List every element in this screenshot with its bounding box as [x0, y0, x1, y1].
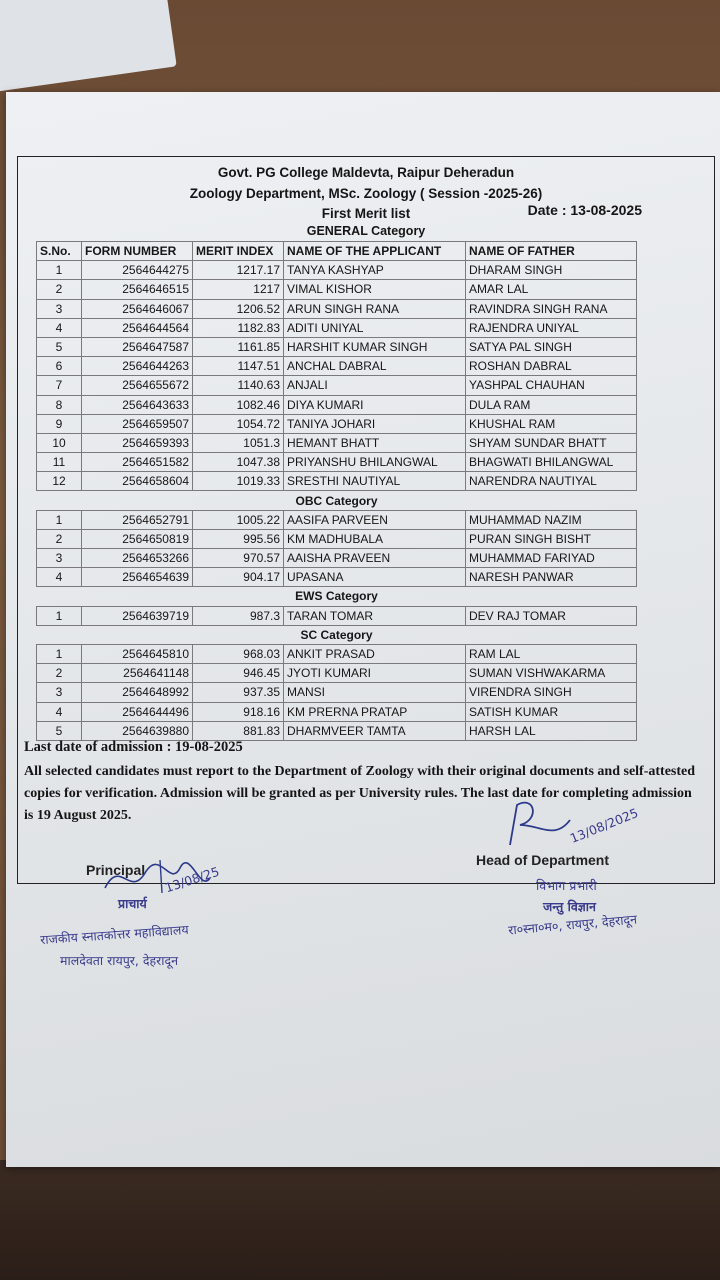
merit-list-document — [17, 156, 715, 884]
cell-form-number: 2564641148 — [82, 664, 193, 683]
cell-merit-index: 1054.72 — [193, 414, 284, 433]
hod-label: Head of Department — [476, 852, 610, 868]
cell-father-name: RAJENDRA UNIYAL — [466, 318, 637, 337]
cell-merit-index: 1082.46 — [193, 395, 284, 414]
cell-applicant-name: VIMAL KISHOR — [284, 280, 466, 299]
cell-applicant-name: TARAN TOMAR — [284, 606, 466, 625]
cell-father-name: SATYA PAL SINGH — [466, 337, 637, 356]
cell-applicant-name: DHARMVEER TAMTA — [284, 721, 466, 740]
principal-stamp-line1: प्राचार्य — [118, 896, 147, 911]
hod-stamp-line1: विभाग प्रभारी — [536, 878, 597, 893]
department-title: Zoology Department, MSc. Zoology ( Session -2025-26) — [189, 186, 543, 201]
cell-merit-index: 1147.51 — [193, 357, 284, 376]
cell-form-number: 2564643633 — [82, 395, 193, 414]
category-row-obc — [37, 491, 637, 510]
col-form-number: FORM NUMBER — [82, 242, 193, 261]
college-name: Govt. PG College Maldevta, Raipur Deheradun — [217, 165, 515, 180]
table-header-row — [37, 242, 637, 261]
principal-label: Principal — [86, 862, 146, 878]
cell-form-number: 2564659507 — [82, 414, 193, 433]
cell-form-number: 2564639880 — [82, 721, 193, 740]
cell-sno: 1 — [37, 606, 82, 625]
cell-form-number: 2564645810 — [82, 644, 193, 663]
category-general-heading: GENERAL Category — [306, 224, 426, 238]
cell-applicant-name: AASIFA PARVEEN — [284, 510, 466, 529]
cell-sno: 5 — [37, 721, 82, 740]
table-row — [37, 299, 637, 318]
table-row — [37, 702, 637, 721]
cell-father-name: DHARAM SINGH — [466, 261, 637, 280]
table-row — [37, 529, 637, 548]
cell-form-number: 2564658604 — [82, 472, 193, 491]
table-row — [37, 337, 637, 356]
cell-merit-index: 904.17 — [193, 568, 284, 587]
table-row — [37, 721, 637, 740]
cell-sno: 7 — [37, 376, 82, 395]
cell-form-number: 2564650819 — [82, 529, 193, 548]
principal-signature-date: 13/08/25 — [163, 863, 222, 896]
table-row — [37, 644, 637, 663]
cell-sno: 4 — [37, 568, 82, 587]
table-row — [37, 376, 637, 395]
table-row — [37, 453, 637, 472]
cell-applicant-name: HEMANT BHATT — [284, 433, 466, 452]
category-row-sc — [37, 625, 637, 644]
cell-father-name: MUHAMMAD NAZIM — [466, 510, 637, 529]
category-row-ews — [37, 587, 637, 606]
cell-sno: 2 — [37, 280, 82, 299]
cell-sno: 8 — [37, 395, 82, 414]
col-father-name: NAME OF FATHER — [466, 242, 637, 261]
table-row — [37, 568, 637, 587]
cell-form-number: 2564646067 — [82, 299, 193, 318]
cell-form-number: 2564644496 — [82, 702, 193, 721]
cell-form-number: 2564651582 — [82, 453, 193, 472]
cell-sno: 10 — [37, 433, 82, 452]
cell-applicant-name: ARUN SINGH RANA — [284, 299, 466, 318]
cell-form-number: 2564654639 — [82, 568, 193, 587]
cell-merit-index: 968.03 — [193, 644, 284, 663]
cell-form-number: 2564639719 — [82, 606, 193, 625]
cell-merit-index: 918.16 — [193, 702, 284, 721]
cell-merit-index: 1047.38 — [193, 453, 284, 472]
table-row — [37, 318, 637, 337]
cell-form-number: 2564646515 — [82, 280, 193, 299]
cell-sno: 1 — [37, 510, 82, 529]
cell-merit-index: 1161.85 — [193, 337, 284, 356]
cell-applicant-name: ANKIT PRASAD — [284, 644, 466, 663]
cell-father-name: DEV RAJ TOMAR — [466, 606, 637, 625]
cell-sno: 3 — [37, 549, 82, 568]
merit-table-body — [37, 261, 637, 741]
merit-table — [36, 241, 637, 741]
principal-stamp-line3: मालदेवता रायपुर, देहरादून — [60, 953, 179, 968]
cell-sno: 11 — [37, 453, 82, 472]
cell-sno: 3 — [37, 299, 82, 318]
cell-form-number: 2564644275 — [82, 261, 193, 280]
principal-stamp-line2: राजकीय स्नातकोत्तर महाविद्यालय — [39, 921, 190, 948]
cell-merit-index: 987.3 — [193, 606, 284, 625]
cell-applicant-name: DIYA KUMARI — [284, 395, 466, 414]
cell-father-name: RAM LAL — [466, 644, 637, 663]
cell-sno: 9 — [37, 414, 82, 433]
cell-father-name: RAVINDRA SINGH RANA — [466, 299, 637, 318]
table-row — [37, 395, 637, 414]
table-row — [37, 664, 637, 683]
cell-sno: 2 — [37, 664, 82, 683]
cell-sno: 4 — [37, 318, 82, 337]
floor-background — [0, 1160, 720, 1280]
cell-sno: 6 — [37, 357, 82, 376]
cell-merit-index: 1217.17 — [193, 261, 284, 280]
cell-father-name: SUMAN VISHWAKARMA — [466, 664, 637, 683]
cell-merit-index: 881.83 — [193, 721, 284, 740]
cell-applicant-name: JYOTI KUMARI — [284, 664, 466, 683]
cell-father-name: ROSHAN DABRAL — [466, 357, 637, 376]
cell-father-name: NARENDRA NAUTIYAL — [466, 472, 637, 491]
cell-form-number: 2564644564 — [82, 318, 193, 337]
table-row — [37, 261, 637, 280]
hod-stamp-line2: जन्तु विज्ञान — [543, 899, 596, 914]
table-row — [37, 414, 637, 433]
cell-merit-index: 970.57 — [193, 549, 284, 568]
category-heading-sc: SC Category — [37, 625, 637, 644]
cell-father-name: MUHAMMAD FARIYAD — [466, 549, 637, 568]
cell-applicant-name: AAISHA PRAVEEN — [284, 549, 466, 568]
category-heading-ews: EWS Category — [37, 587, 637, 606]
cell-applicant-name: ADITI UNIYAL — [284, 318, 466, 337]
cell-applicant-name: KM MADHUBALA — [284, 529, 466, 548]
col-sno: S.No. — [37, 242, 82, 261]
table-row — [37, 510, 637, 529]
table-row — [37, 357, 637, 376]
cell-applicant-name: TANIYA JOHARI — [284, 414, 466, 433]
cell-father-name: PURAN SINGH BISHT — [466, 529, 637, 548]
cell-father-name: BHAGWATI BHILANGWAL — [466, 453, 637, 472]
cell-merit-index: 1005.22 — [193, 510, 284, 529]
list-date: Date : 13-08-2025 — [527, 202, 642, 218]
cell-merit-index: 937.35 — [193, 683, 284, 702]
table-row — [37, 472, 637, 491]
hod-signature-date: 13/08/2025 — [567, 805, 641, 846]
col-applicant-name: NAME OF THE APPLICANT — [284, 242, 466, 261]
cell-father-name: HARSH LAL — [466, 721, 637, 740]
table-row — [37, 549, 637, 568]
cell-sno: 12 — [37, 472, 82, 491]
cell-father-name: VIRENDRA SINGH — [466, 683, 637, 702]
cell-applicant-name: ANJALI — [284, 376, 466, 395]
cell-form-number: 2564653266 — [82, 549, 193, 568]
cell-sno: 1 — [37, 644, 82, 663]
last-date-of-admission: Last date of admission : 19-08-2025 — [24, 739, 243, 755]
cell-sno: 2 — [37, 529, 82, 548]
table-row — [37, 433, 637, 452]
cell-father-name: YASHPAL CHAUHAN — [466, 376, 637, 395]
cell-applicant-name: MANSI — [284, 683, 466, 702]
cell-form-number: 2564655672 — [82, 376, 193, 395]
category-heading-obc: OBC Category — [37, 491, 637, 510]
cell-father-name: SHYAM SUNDAR BHATT — [466, 433, 637, 452]
cell-form-number: 2564659393 — [82, 433, 193, 452]
cell-applicant-name: PRIYANSHU BHILANGWAL — [284, 453, 466, 472]
cell-father-name: SATISH KUMAR — [466, 702, 637, 721]
table-row — [37, 280, 637, 299]
table-row — [37, 683, 637, 702]
cell-applicant-name: ANCHAL DABRAL — [284, 357, 466, 376]
hod-stamp-line3: रा०स्ना०म०, रायपुर, देहरादून — [507, 911, 638, 938]
cell-applicant-name: SRESTHI NAUTIYAL — [284, 472, 466, 491]
cell-father-name: KHUSHAL RAM — [466, 414, 637, 433]
cell-applicant-name: UPASANA — [284, 568, 466, 587]
instruction-note: All selected candidates must report to the Department of Zoology with their original documents and self-attested copies for verification. Admission will be granted as per University rules. The last date for completing admission is 19 August 2025. — [24, 764, 696, 823]
cell-form-number: 2564652791 — [82, 510, 193, 529]
cell-father-name: DULA RAM — [466, 395, 637, 414]
cell-merit-index: 1217 — [193, 280, 284, 299]
cell-sno: 3 — [37, 683, 82, 702]
cell-merit-index: 946.45 — [193, 664, 284, 683]
cell-merit-index: 1140.63 — [193, 376, 284, 395]
cell-applicant-name: TANYA KASHYAP — [284, 261, 466, 280]
cell-form-number: 2564648992 — [82, 683, 193, 702]
cell-applicant-name: HARSHIT KUMAR SINGH — [284, 337, 466, 356]
cell-merit-index: 1019.33 — [193, 472, 284, 491]
cell-merit-index: 995.56 — [193, 529, 284, 548]
cell-merit-index: 1051.3 — [193, 433, 284, 452]
cell-sno: 1 — [37, 261, 82, 280]
cell-sno: 4 — [37, 702, 82, 721]
cell-form-number: 2564647587 — [82, 337, 193, 356]
table-row — [37, 606, 637, 625]
col-merit-index: MERIT INDEX — [193, 242, 284, 261]
paper-scrap — [0, 0, 177, 93]
cell-merit-index: 1206.52 — [193, 299, 284, 318]
cell-merit-index: 1182.83 — [193, 318, 284, 337]
list-title: First Merit list — [321, 206, 411, 221]
cell-sno: 5 — [37, 337, 82, 356]
cell-applicant-name: KM PRERNA PRATAP — [284, 702, 466, 721]
cell-father-name: NARESH PANWAR — [466, 568, 637, 587]
cell-father-name: AMAR LAL — [466, 280, 637, 299]
cell-form-number: 2564644263 — [82, 357, 193, 376]
